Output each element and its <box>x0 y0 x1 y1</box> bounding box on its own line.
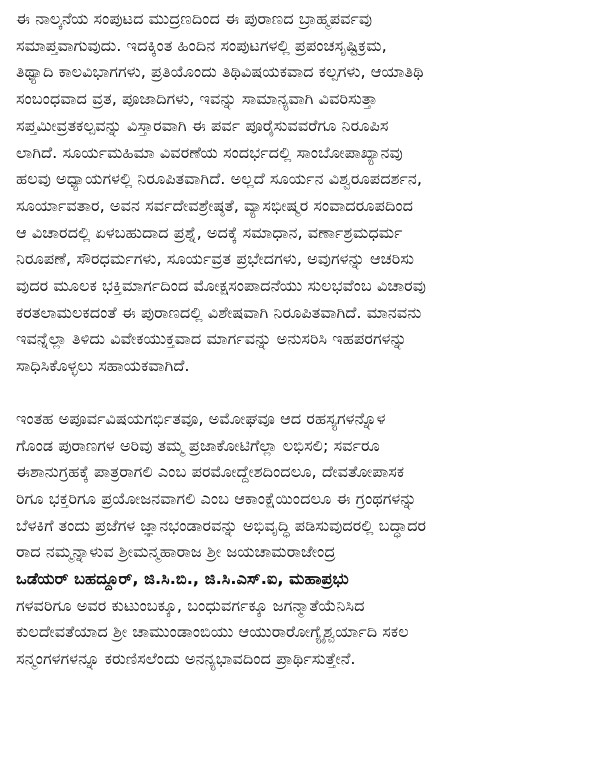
text-line: ಆ ವಿಚಾರದಲ್ಲಿ ಏಳಬಹುದಾದ ಪ್ರಶ್ನೆ, ಅದಕ್ಕೆ ಸಮಾಧಾನ, ವರ್ಣಾಶ್ರಮಧರ್ಮ <box>16 222 403 242</box>
text-line: ಸಪ್ತಮೀವ್ರತಕಲ್ಪವನ್ನು ವಿಸ್ತಾರವಾಗಿ ಈ ಪರ್ವ ಪೂರೈಸುವವರೆಗೂ ನಿರೂಪಿಸ <box>16 115 389 135</box>
paragraph-2 <box>16 406 586 673</box>
text-line: ಇಂತಹ ಅಪೂರ್ವವಿಷಯಗರ್ಭಿತವೂ, ಅಮೋಘವೂ ಆದ ರಹಸ್ಯಗಳನ್ನೊಳ <box>16 408 386 428</box>
text-line: ಕುಲದೇವತೆಯಾದ ಶ್ರೀ ಚಾಮುಂಡಾಂಬಿಯು ಆಯುರಾರೋಗ್ಯೈಶ್ವರ್ಯಾದಿ ಸಕಲ <box>16 622 409 642</box>
text-line: ಹಲವು ಅಧ್ಯಾಯಗಳಲ್ಲಿ ನಿರೂಪಿತವಾಗಿದೆ. ಅಲ್ಲದೆ ಸೂರ್ಯನ ವಿಶ್ವರೂಪದರ್ಶನ, <box>16 169 423 189</box>
text-line: ಸಂಬಂಧವಾದ ವ್ರತ, ಪೂಜಾದಿಗಳು, ಇವನ್ನು ಸಾಮಾನ್ಯವಾಗಿ ವಿವರಿಸುತ್ತಾ <box>16 89 378 109</box>
text-line: ಈಶಾನುಗ್ರಹಕ್ಕೆ ಪಾತ್ರರಾಗಲಿ ಎಂಬ ಪರಮೋದ್ದೇಶದಿಂದಲೂ, ದೇವತೋಪಾಸಕ <box>16 462 405 482</box>
text-line: ಗೊಂಡ ಪುರಾಣಗಳ ಅರಿವು ತಮ್ಮ ಪ್ರಜಾಕೋಟಿಗೆಲ್ಲಾ ಲಭಿಸಲಿ; ಸರ್ವರೂ <box>16 435 380 455</box>
text-line: ವುದರ ಮೂಲಕ ಭಕ್ತಿಮಾರ್ಗದಿಂದ ಮೋಕ್ಷಸಂಪಾದನೆಯು ಸುಲಭವೆಂಬ ವಿಚಾರವು <box>16 276 426 296</box>
text-line: ರಿಗೂ ಭಕ್ತರಿಗೂ ಪ್ರಯೋಜನವಾಗಲಿ ಎಂಬ ಆಕಾಂಕ್ಷೆಯಿಂದಲೂ ಈ ಗ್ರಂಥಗಳನ್ನು <box>16 488 417 508</box>
text-line: ಕರತಲಾಮಲಕದಂತೆ ಈ ಪುರಾಣದಲ್ಲಿ ವಿಶೇಷವಾಗಿ ನಿರೂಪಿತವಾಗಿದೆ. ಮಾನವನು <box>16 302 422 322</box>
text-line: ಒಡೆಯರ್ ಬಹದ್ದೂರ್, ಜಿ.ಸಿ.ಬಿ., ಜಿ.ಸಿ.ಎಸ್.ಐ, ಮಹಾಪ್ರಭು <box>16 569 349 589</box>
text-line: ಸನ್ಮಂಗಳಗಳನ್ನೂ ಕರುಣಿಸಲೆಂದು ಅನನ್ಯಭಾವದಿಂದ ಪ್ರಾರ್ಥಿಸುತ್ತೇನೆ. <box>16 649 356 669</box>
text-line: ಇವನ್ನೆಲ್ಲಾ ತಿಳಿದು ವಿವೇಕಯುಕ್ತವಾದ ಮಾರ್ಗವನ್ನು ಅನುಸರಿಸಿ ಇಹಪರಗಳನ್ನು <box>16 329 407 349</box>
text-line: ಗಳವರಿಗೂ ಅವರ ಕುಟುಂಬಕ್ಕೂ, ಬಂಧುವರ್ಗಕ್ಕೂ ಜಗನ್ಮಾತೆಯೆನಿಸಿದ <box>16 595 365 615</box>
text-line: ಲಾಗಿದೆ. ಸೂರ್ಯಮಹಿಮಾ ವಿವರಣೆಯ ಸಂದರ್ಭದಲ್ಲಿ ಸಾಂಬೋಪಾಖ್ಯಾನವು <box>16 142 403 162</box>
text-line: ನಿರೂಪಣೆ, ಸೌರಧರ್ಮಗಳು, ಸೂರ್ಯವ್ರತ ಪ್ರಭೇದಗಳು, ಅವುಗಳನ್ನು ಆಚರಿಸು <box>16 249 415 269</box>
text-line: ಸೂರ್ಯಾವತಾರ, ಅವನ ಸರ್ವದೇವಶ್ರೇಷ್ಠತೆ, ವ್ಯಾಸಭೀಷ್ಮರ ಸಂವಾದರೂಪದಿಂದ <box>16 195 414 215</box>
text-line: ಸಾಧಿಸಿಕೊಳ್ಳಲು ಸಹಾಯಕವಾಗಿದೆ. <box>16 356 190 376</box>
text-line: ಈ ನಾಲ್ಕನೆಯ ಸಂಪುಟದ ಮುದ್ರಣದಿಂದ ಈ ಪುರಾಣದ ಬ್ರಾಹ್ಮಪರ್ವವು <box>16 9 373 28</box>
paragraph-1 <box>16 6 586 380</box>
text-line: ಸಮಾಪ್ತವಾಗುವುದು. ಇದಕ್ಕಿಂತ ಹಿಂದಿನ ಸಂಪುಟಗಳಲ್ಲಿ ಪ್ರಪಂಚಸೃಷ್ಟಿಕ್ರಮ, <box>16 35 387 55</box>
text-line: ತಿಥ್ಯಾದಿ ಕಾಲವಿಭಾಗಗಳು, ಪ್ರತಿಯೊಂದು ತಿಥಿವಿಷಯಕವಾದ ಕಲ್ಪಗಳು, ಆಯಾತಿಥಿ <box>16 62 424 82</box>
text-line: ಬೆಳಕಿಗೆ ತಂದು ಪ್ರಜೆಗಳ ಜ್ಞಾನಭಂಡಾರವನ್ನು ಅಭಿವೃದ್ಧಿ ಪಡಿಸುವುದರಲ್ಲಿ ಬದ್ಧಾದರ <box>16 515 427 535</box>
text-line: ರಾದ ನಮ್ಮನ್ನಾಳುವ ಶ್ರೀಮನ್ಮಹಾರಾಜ ಶ್ರೀ ಜಯಚಾಮರಾಜೇಂದ್ರ <box>16 542 336 562</box>
